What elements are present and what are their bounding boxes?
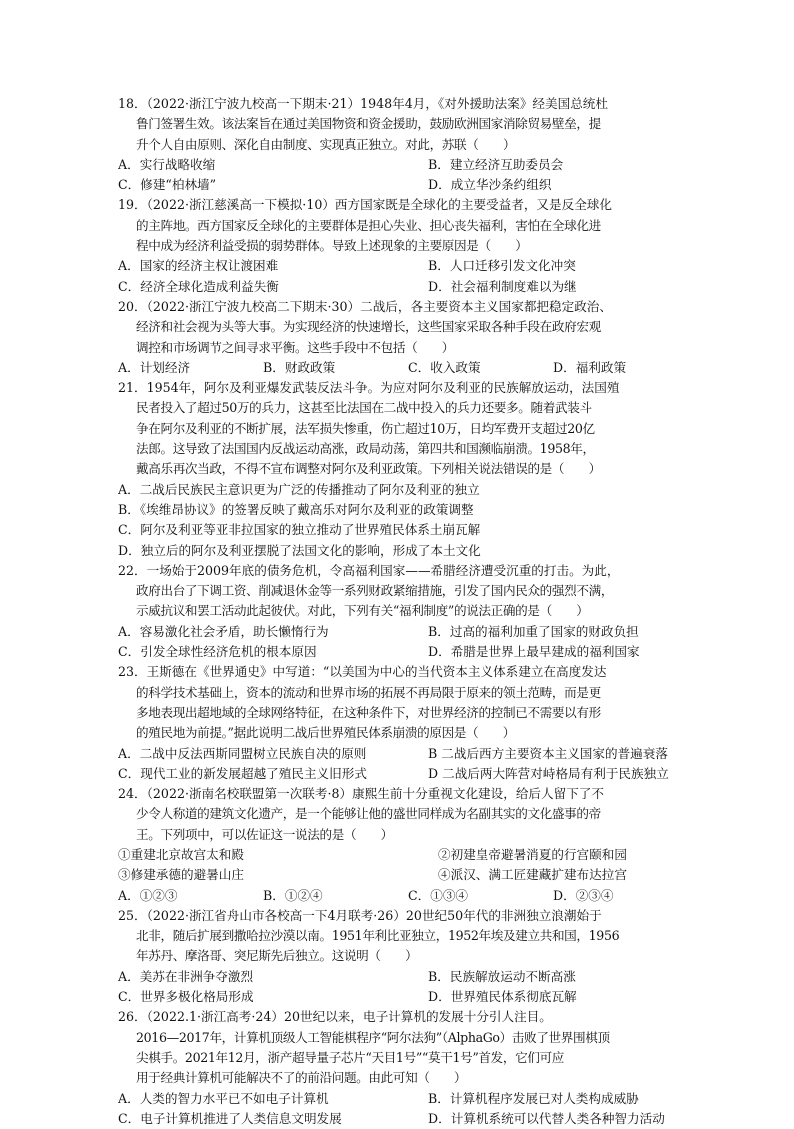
question-stem-line: 的殖民地为前提。”据此说明二战后世界殖民体系崩溃的原因是（ ） — [136, 725, 515, 741]
answer-option[interactable]: A．国家的经济主权让渡困难 — [118, 258, 279, 274]
sub-item: ②初建皇帝避暑消夏的行宫颐和园 — [438, 846, 627, 862]
answer-option[interactable]: A．①②③ — [118, 887, 178, 903]
answer-option[interactable]: B．《埃维昂协议》的签署反映了戴高乐对阿尔及利亚的政策调整 — [118, 501, 474, 517]
question-q18 — [118, 94, 683, 195]
answer-option[interactable]: B．①②④ — [263, 887, 323, 903]
question-stem-line: 升个人自由原则、深化自由制度、实现真正独立。对此，苏联（ ） — [136, 136, 516, 152]
sub-item: ③修建承德的避暑山庄 — [118, 867, 244, 883]
answer-options — [118, 256, 683, 297]
question-stem-line: 21．1954年，阿尔及利亚爆发武装反法斗争。为应对阿尔及利亚的民族解放运动，法国殖 — [118, 380, 620, 396]
sub-item: ①重建北京故宫太和殿 — [118, 846, 244, 862]
answer-option[interactable]: B．财政政策 — [263, 359, 336, 375]
question-stem-line: 的科学技术基础上，资本的流动和世界市场的拓展不再局限于原来的领土范畴，而是更 — [136, 684, 601, 700]
answer-option[interactable]: D．福利政策 — [553, 359, 627, 375]
question-stem-line: 戴高乐再次当政，不得不宣布调整对阿尔及利亚政策。下列相关说法错误的是（ ） — [136, 461, 601, 477]
answer-option[interactable]: A．容易激化社会矛盾，助长懒惰行为 — [118, 623, 329, 639]
question-stem-line: 2016—2017年，计算机顶级人工智能棋程序“阿尔法狗”（AlphaGo）击败了世界围棋顶 — [136, 1029, 610, 1045]
answer-option[interactable]: A．美苏在非洲争夺激烈 — [118, 968, 254, 984]
question-stem-line: 争在阿尔及利亚的不断扩展，法军损失惨重，伤亡超过10万，日均军费开支超过20亿 — [136, 420, 595, 436]
answer-option[interactable]: B 二战后西方主要资本主义国家的普遍衰落 — [428, 745, 668, 761]
answer-option[interactable]: C．修建“柏林墙” — [118, 177, 217, 193]
answer-option[interactable]: D．社会福利制度难以为继 — [428, 278, 577, 294]
answer-option[interactable]: D．独立后的阿尔及利亚摆脱了法国文化的影响，形成了本土文化 — [118, 542, 481, 558]
answer-option[interactable]: D．世界殖民体系彻底瓦解 — [428, 989, 577, 1005]
question-stem-line: 年苏丹、摩洛哥、突尼斯先后独立。这说明（ ） — [136, 948, 418, 964]
answer-option[interactable]: D．②③④ — [553, 887, 614, 903]
question-stem-line: 政府出台了下调工资、削减退休金等一系列财政紧缩措施，引发了国内民众的强烈不满， — [136, 583, 614, 599]
question-q24 — [118, 784, 683, 906]
question-stem-line: 王。下列项中，可以佐证这一说法的是（ ） — [136, 826, 393, 842]
question-stem-line: 25．（2022·浙江省舟山市各校高一下4月联考·26）20世纪50年代的非洲独立浪潮始于 — [118, 907, 602, 923]
question-stem-line: 北非，随后扩展到撒哈拉沙漠以南。1951年利比亚独立，1952年埃及建立共和国，1956 — [136, 928, 620, 944]
answer-option[interactable]: C．阿尔及利亚等亚非拉国家的独立推动了世界殖民体系土崩瓦解 — [118, 522, 481, 538]
question-stem-line: 少令人称道的建筑文化遗产，是一个能够让他的盛世同样成为名副其实的文化盛事的帝 — [136, 806, 601, 822]
answer-option[interactable]: B．建立经济互助委员会 — [428, 156, 564, 172]
answer-option[interactable]: A．计划经济 — [118, 359, 191, 375]
question-stem-line: 26．（2022.1·浙江高考·24）20世纪以来，电子计算机的发展十分引人注目。 — [118, 1009, 552, 1025]
question-stem-line: 19．（2022·浙江慈溪高一下模拟·10）西方国家既是全球化的主要受益者，又是反全球化 — [118, 197, 612, 213]
question-q23 — [118, 662, 683, 784]
answer-option[interactable]: C．现代工业的新发展超越了殖民主义旧形式 — [118, 765, 367, 781]
sub-item: ④派汉、满工匠建藏扩建布达拉宫 — [438, 867, 627, 883]
question-stem-line: 24．（2022·浙南名校联盟第一次联考·8）康熙生前十分重视文化建设，给后人留下了不 — [118, 786, 604, 802]
answer-options — [118, 886, 683, 906]
answer-options — [118, 744, 683, 785]
answer-option[interactable]: B．人口迁移引发文化冲突 — [428, 258, 576, 274]
answer-option[interactable]: B．计算机程序发展已对人类构成威胁 — [428, 1090, 639, 1106]
question-q19 — [118, 195, 683, 296]
answer-option[interactable]: D 二战后两大阵营对峙格局有利于民族独立 — [428, 765, 669, 781]
answer-option[interactable]: A．实行战略收缩 — [118, 156, 216, 172]
question-stem-line: 22．一场始于2009年底的债务危机，令高福利国家——希腊经济遭受沉重的打击。为此， — [118, 562, 620, 578]
answer-options — [118, 155, 683, 196]
question-q26 — [118, 1007, 683, 1129]
question-stem-line: 的主阵地。西方国家反全球化的主要群体是担心失业、担心丧失福利，害怕在全球化进 — [136, 217, 601, 233]
question-q25 — [118, 906, 683, 1007]
answer-option[interactable]: C．世界多极化格局形成 — [118, 989, 254, 1005]
question-stem-line: 程中成为经济利益受损的弱势群体。导致上述现象的主要原因是（ ） — [136, 238, 528, 254]
question-stem-line: 示威抗议和罢工活动此起彼伏。对此，下列有关“福利制度”的说法正确的是（ ） — [136, 603, 589, 619]
question-stem-line: 18．（2022·浙江宁波九校高一下期末·21）1948年4月，《对外援助法案》经美国总统杜 — [118, 96, 608, 111]
answer-option[interactable]: B．民族解放运动不断高涨 — [428, 968, 576, 984]
question-list — [118, 94, 683, 1129]
question-stem-line: 民者投入了超过50万的兵力，这甚至比法国在二战中投入的兵力还要多。随着武装斗 — [136, 400, 592, 416]
question-stem-line: 鲁门签署生效。该法案旨在通过美国物资和资金援助，鼓励欧洲国家消除贸易壁垒，提 — [136, 116, 601, 132]
question-q22 — [118, 561, 683, 662]
question-stem-line: 法郎。这导致了法国国内反战运动高涨，政局动荡，第四共和国濒临崩溃。1958年， — [136, 441, 595, 457]
question-stem-line: 20．（2022·浙江宁波九校高二下期末·30）二战后，各主要资本主义国家都把稳定政治、 — [118, 298, 612, 314]
answer-option[interactable]: A．二战后民族民主意识更为广泛的传播推动了阿尔及利亚的独立 — [118, 481, 480, 497]
question-stem-line: 调控和市场调节之间寻求平衡。这些手段中不包括（ ） — [136, 339, 455, 355]
sub-items — [118, 845, 683, 886]
answer-option[interactable]: A．二战中反法西斯同盟树立民族自决的原则 — [118, 745, 367, 761]
answer-option[interactable]: D．计算机系统可以代替人类各种智力活动 — [428, 1110, 665, 1126]
answer-option[interactable]: D．成立华沙条约组织 — [428, 177, 552, 193]
question-stem-line: 经济和社会视为头等大事。为实现经济的快速增长，这些国家采取各种手段在政府宏观 — [136, 319, 601, 335]
question-stem-line: 尖棋手。2021年12月，浙产超导量子芯片“天目1号”“莫干1号”首发，它们可应 — [136, 1049, 565, 1065]
question-stem-line: 用于经典计算机可能解决不了的前沿问题。由此可知（ ） — [136, 1070, 467, 1086]
answer-options — [118, 967, 683, 1008]
answer-option[interactable]: C．经济全球化造成利益失衡 — [118, 278, 279, 294]
answer-option[interactable]: C．电子计算机推进了人类信息文明发展 — [118, 1110, 342, 1126]
answer-options — [118, 622, 683, 663]
answer-option[interactable]: D．希腊是世界上最早建成的福利国家 — [428, 644, 640, 660]
question-stem-line: 多地表现出超地域的全球网络特征，在这种条件下，对世界经济的控制已不需要以有形 — [136, 704, 601, 720]
answer-options — [118, 480, 683, 561]
question-q20 — [118, 297, 683, 378]
question-stem-line: 23．王斯德在《世界通史》中写道：“以美国为中心的当代资本主义体系建立在高度发达 — [118, 664, 607, 680]
answer-option[interactable]: B．过高的福利加重了国家的财政负担 — [428, 623, 639, 639]
answer-option[interactable]: C．收入政策 — [408, 359, 481, 375]
answer-options — [118, 358, 683, 378]
question-q21 — [118, 378, 683, 561]
answer-option[interactable]: C．引发全球性经济危机的根本原因 — [118, 644, 317, 660]
answer-option[interactable]: C．①③④ — [408, 887, 469, 903]
answer-option[interactable]: A．人类的智力水平已不如电子计算机 — [118, 1090, 329, 1106]
